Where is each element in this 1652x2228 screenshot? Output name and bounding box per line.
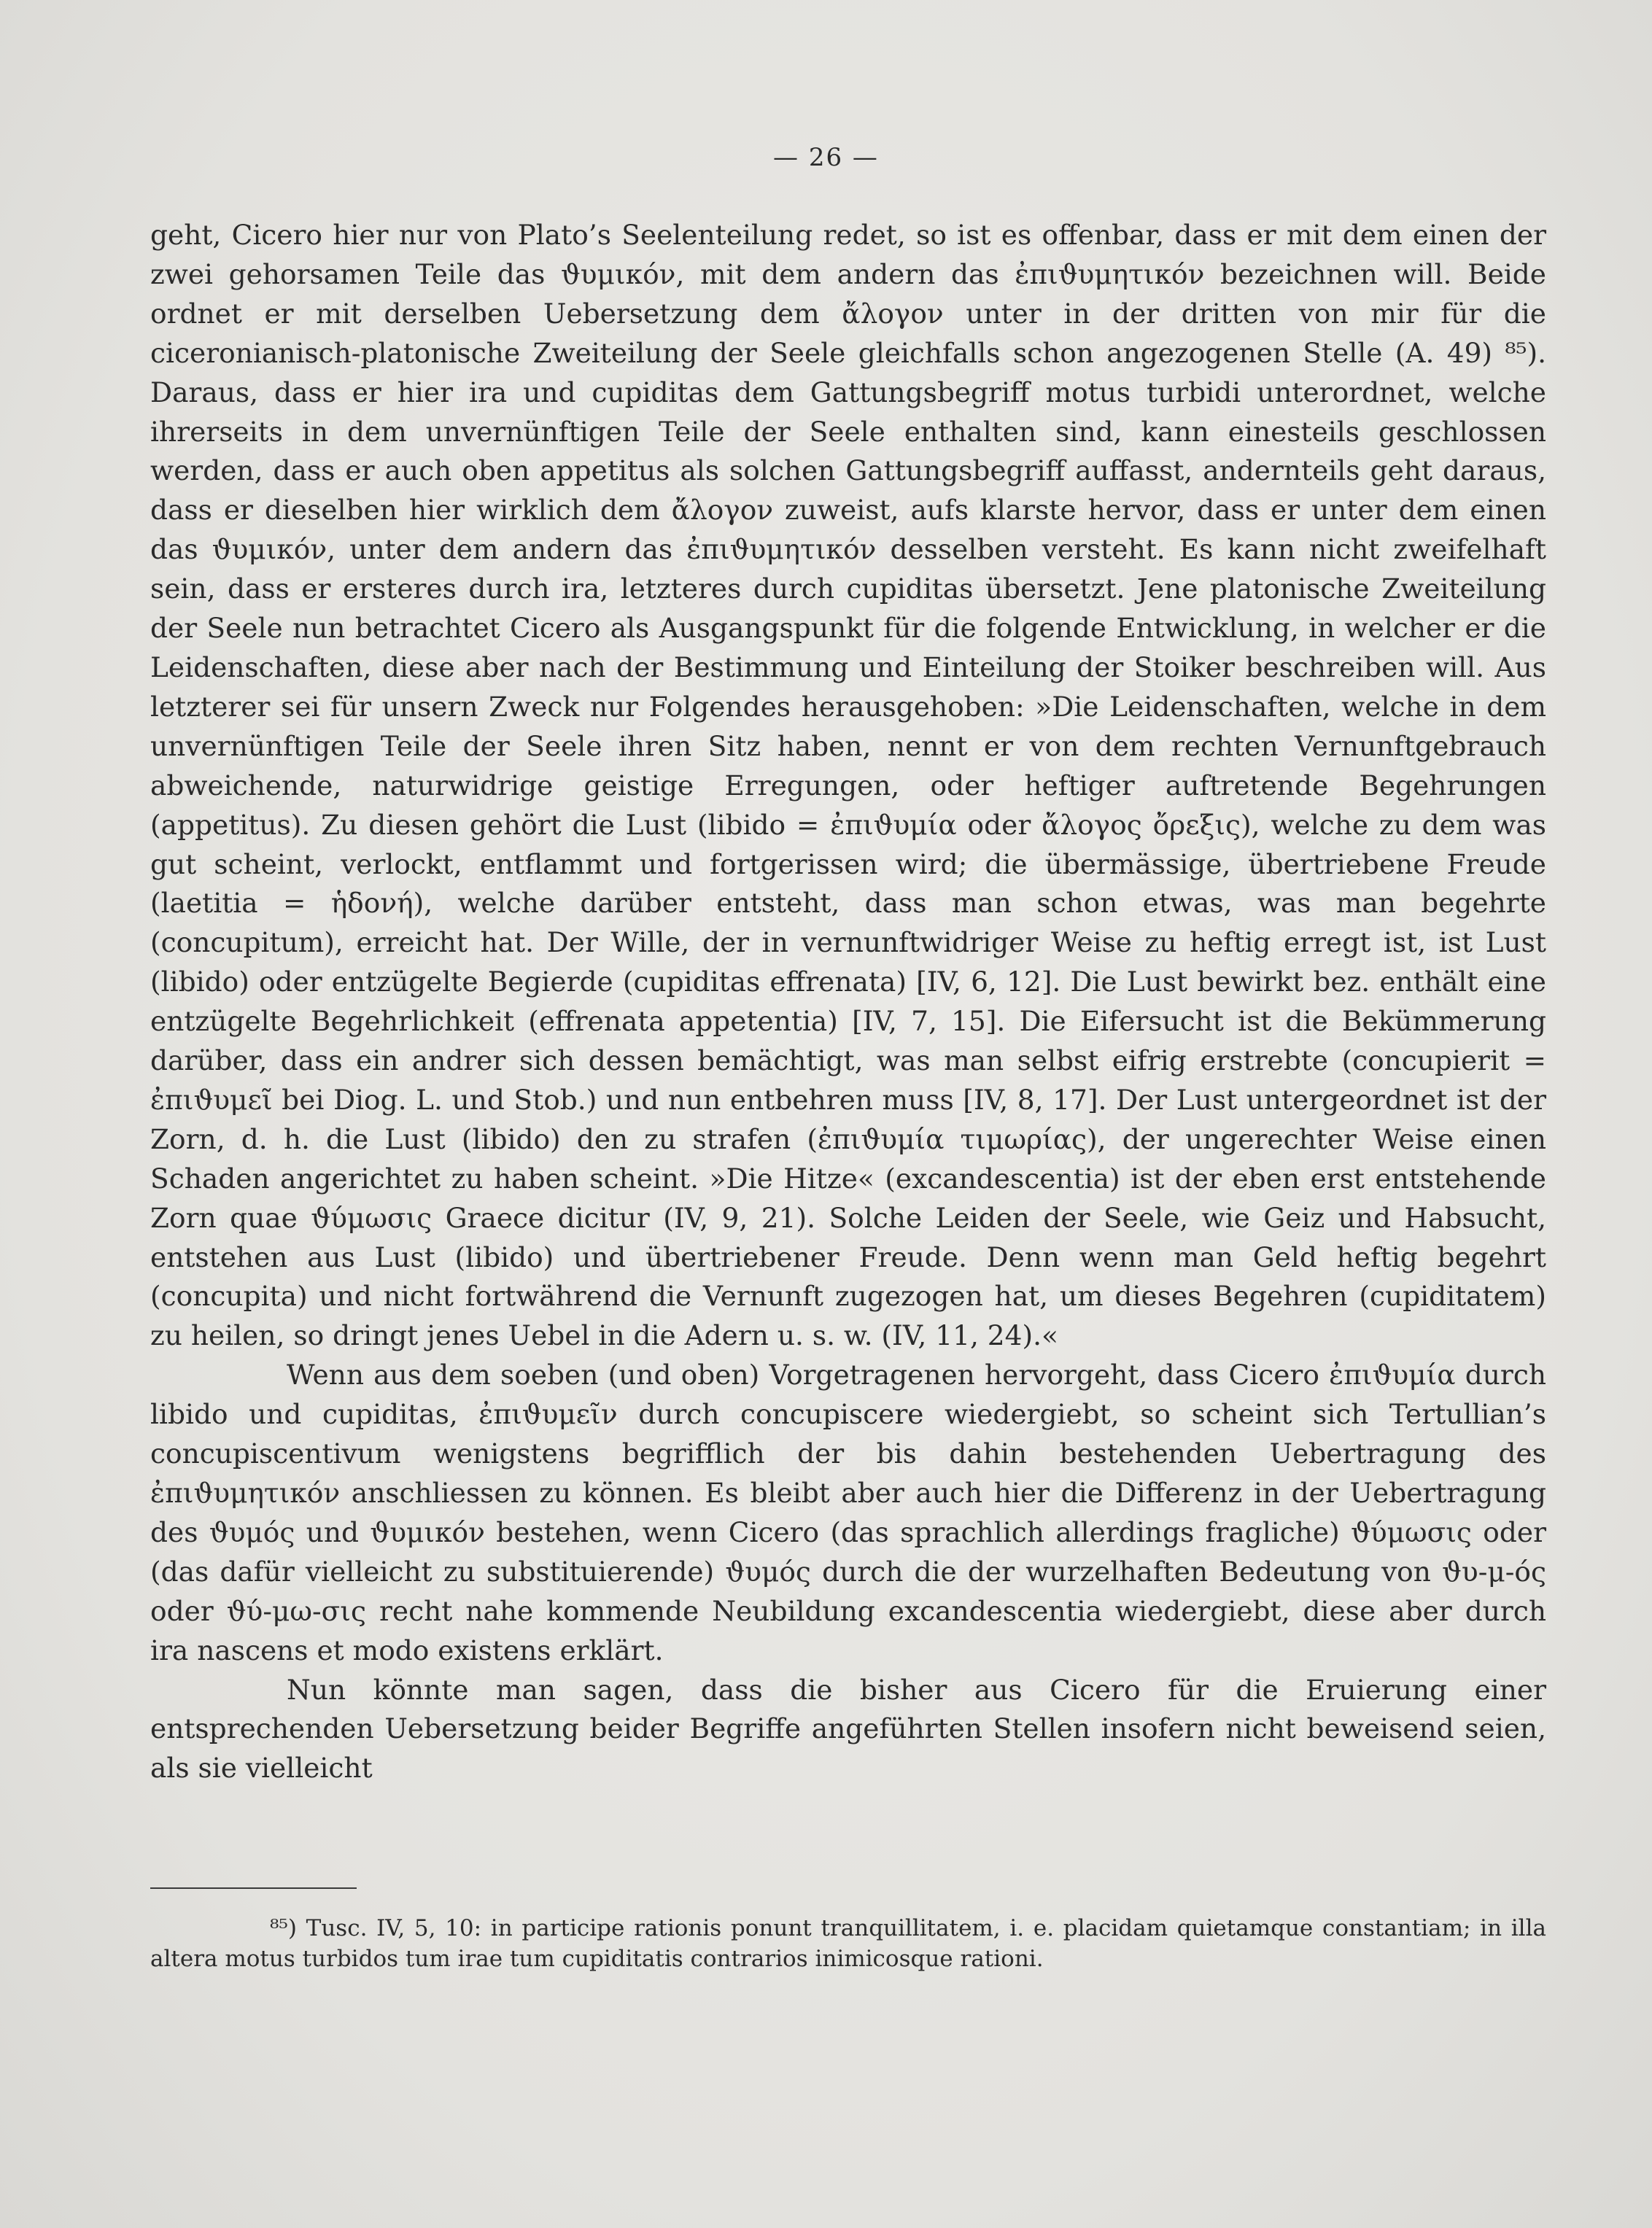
body-text <box>150 216 1546 1788</box>
paragraph-3: Nun könnte man sagen, dass die bisher aus Cicero für die Eruierung einer entsprechenden Uebersetzung beider Begriffe angeführten Stellen insofern nicht beweisend seien, als sie vielleicht <box>150 1673 1546 1785</box>
paragraph-1: geht, Cicero hier nur von Plato’s Seelenteilung redet, so ist es offenbar, dass er mit dem einen der zwei gehorsamen Teile das ϑυμικόν, mit dem andern das ἐπιϑυμητικόν bezeichnen will. Beide ordnet er mit derselben Uebersetzung dem ἄλογον unter in der dritten von mir für die ciceronianisch-platonische Zweiteilung der Seele gleichfalls schon angezogenen Stelle (A. 49) ⁸⁵). Daraus, dass er hier ira und cupiditas dem Gattungsbegriff motus turbidi unterordnet, welche ihrerseits in dem unvernünftigen Teile der Seele enthalten sind, kann einesteils geschlossen werden, dass er auch oben appetitus als solchen Gattungsbegriff auffasst, andernteils geht daraus, dass er dieselben hier wirklich dem ἄλογον zuweist, aufs klarste hervor, dass er unter dem einen das ϑυμικόν, unter dem andern das ἐπιϑυμητικόν desselben versteht. Es kann nicht zweifelhaft sein, dass er ersteres durch ira, letzteres durch cupiditas übersetzt. Jene platonische Zweiteilung der Seele nun betrachtet Cicero als Ausgangspunkt für die folgende Entwicklung, in welcher er die Leidenschaften, diese aber nach der Bestimmung und Einteilung der Stoiker beschreiben will. Aus letzterer sei für unsern Zweck nur Folgendes herausgehoben: »Die Leidenschaften, welche in dem unvernünftigen Teile der Seele ihren Sitz haben, nennt er von dem rechten Vernunftgebrauch abweichende, naturwidrige geistige Erregungen, oder heftiger auftretende Begehrungen (appetitus). Zu diesen gehört die Lust (libido = ἐπιϑυμία oder ἄλογος ὄρεξις), welche zu dem was gut scheint, verlockt, entflammt und fortgerissen wird; die übermässige, übertriebene Freude (laetitia = ἡδονή), welche darüber entsteht, dass man schon etwas, was man begehrte (concupitum), erreicht hat. Der Wille, der in vernunftwidriger Weise zu heftig erregt ist, ist Lust (libido) oder entzügelte Begierde (cupiditas effrenata) [IV, 6, 12]. Die Lust bewirkt bez. enthält eine entzügelte Begehrlichkeit (effrenata appetentia) [IV, 7, 15]. Die Eifersucht ist die Bekümmerung darüber, dass ein andrer sich dessen bemächtigt, was man selbst eifrig erstrebte (concupierit = ἐπιϑυμεῖ bei Diog. L. und Stob.) und nun entbehren muss [IV, 8, 17]. Der Lust untergeordnet ist der Zorn, d. h. die Lust (libido) den zu strafen (ἐπιϑυμία τιμωρίας), der ungerechter Weise einen Schaden angerichtet zu haben scheint. »Die Hitze« (excandescentia) ist der eben erst entstehende Zorn quae ϑύμωσις Graece dicitur (IV, 9, 21). Solche Leiden der Seele, wie Geiz und Habsucht, entstehen aus Lust (libido) und übertriebener Freude. Denn wenn man Geld heftig begehrt (concupita) und nicht fortwährend die Vernunft zugezogen hat, um dieses Begehren (cupiditatem) zu heilen, so dringt jenes Uebel in die Adern u. s. w. (IV, 11, 24).« <box>150 219 1546 1352</box>
footnotes <box>150 1913 1546 1974</box>
page-number: — 26 — <box>773 143 879 172</box>
paragraph-2: Wenn aus dem soeben (und oben) Vorgetragenen hervorgeht, dass Cicero ἐπιϑυμία durch libido und cupiditas, ἐπιϑυμεῖν durch concupiscere wiedergiebt, so scheint sich Tertullian’s concupiscentivum wenigstens begrifflich der bis dahin bestehenden Uebertragung des ἐπιϑυμητικόν anschliessen zu können. Es bleibt aber auch hier die Differenz in der Uebertragung des ϑυμός und ϑυμικόν bestehen, wenn Cicero (das sprachlich allerdings fragliche) ϑύμωσις oder (das dafür vielleicht zu substituierende) ϑυμός durch die der wurzelhaften Bedeutung von ϑυ-μ-ός oder ϑύ-μω-σις recht nahe kommende Neubildung excandescentia wiedergiebt, diese aber durch ira nascens et modo existens erklärt. <box>150 1359 1546 1666</box>
footnote-divider <box>150 1887 357 1889</box>
footnote-85: ⁸⁵) Tusc. IV, 5, 10: in participe rationis ponunt tranquillitatem, i. e. placidam quietamque constantiam; in illa altera motus turbidos tum irae tum cupiditatis contrarios inimicosque rationi. <box>150 1915 1546 1972</box>
